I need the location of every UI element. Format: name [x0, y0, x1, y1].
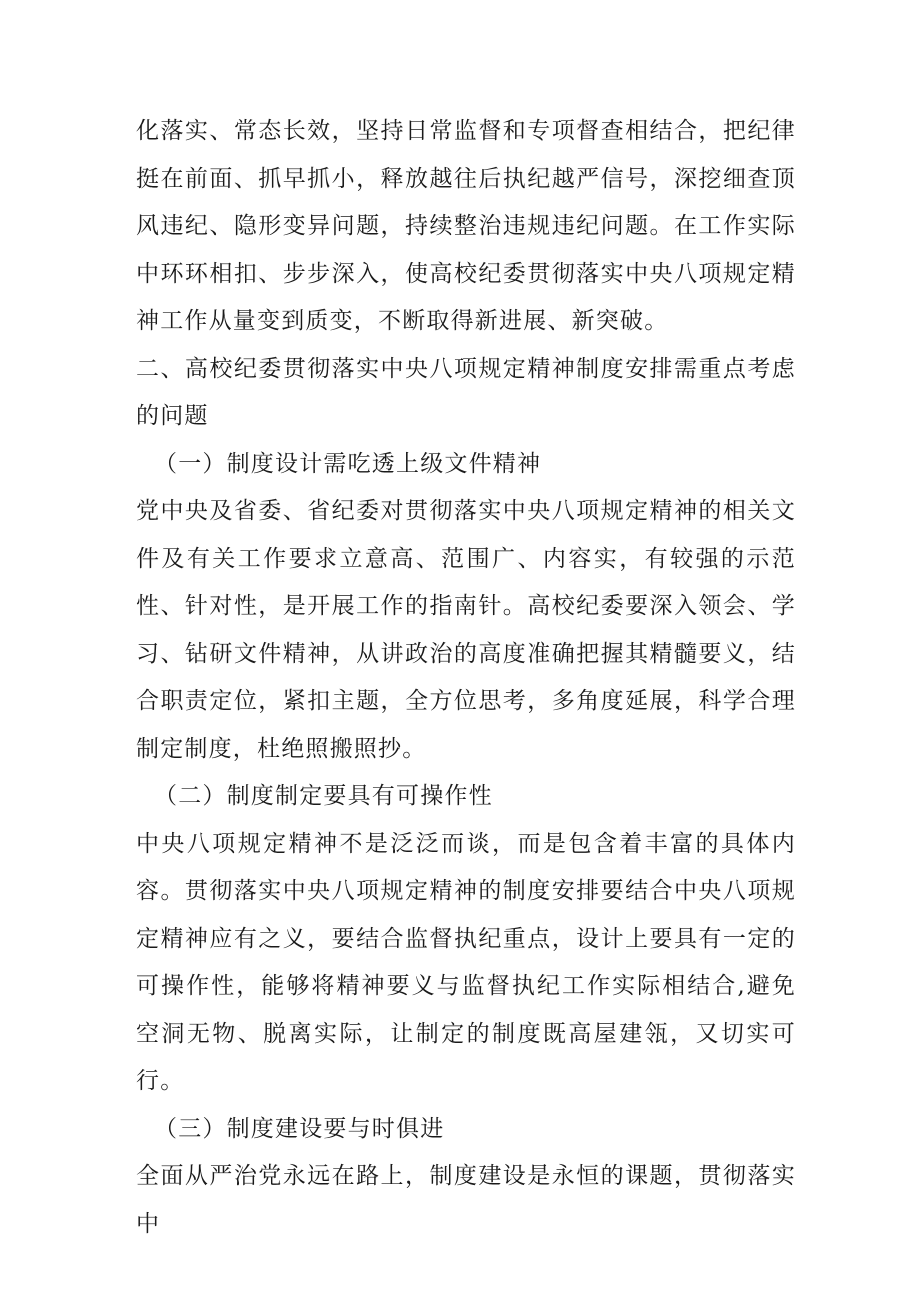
- document-body: [136, 108, 796, 1248]
- paragraph-body: 中央八项规定精神不是泛泛而谈，而是包含着丰富的具体内容。贯彻落实中央八项规定精神的制度安排要结合中央八项规定精神应有之义，要结合监督执纪重点，设计上要具有一定的可操作性，能够将精神要义与监督执纪工作实际相结合,避免空洞无物、脱离实际，让制定的制度既高屋建瓴，又切实可行。: [136, 830, 796, 1094]
- subsection-heading: （三）制度建设要与时俱进: [154, 1115, 445, 1142]
- subsection-heading: （一）制度设计需吃透上级文件精神: [154, 450, 542, 477]
- subsection-heading: （二）制度制定要具有可操作性: [154, 783, 493, 809]
- paragraph-body: 党中央及省委、省纪委对贯彻落实中央八项规定精神的相关文件及有关工作要求立意高、范围广、内容实，有较强的示范性、针对性，是开展工作的指南针。高校纪委要深入领会、学习、钻研文件精神，从讲政治的高度准确把握其精髓要义，结合职责定位，紧扣主题，全方位思考，多角度延展，科学合理制定制度，杜绝照搬照抄。: [136, 498, 796, 762]
- paragraph-body: 全面从严治党永远在路上，制度建设是永恒的课题，贯彻落实中: [136, 1163, 796, 1237]
- paragraph-body: 化落实、常态长效，坚持日常监督和专项督查相结合，把纪律挺在前面、抓早抓小，释放越往后执纪越严信号，深挖细查顶风违纪、隐形变异问题，持续整治违规违纪问题。在工作实际中环环相扣、步步深入，使高校纪委贯彻落实中央八项规定精神工作从量变到质变，不断取得新进展、新突破。: [136, 118, 796, 334]
- section-heading: 二、高校纪委贯彻落实中央八项规定精神制度安排需重点考虑的问题: [136, 355, 796, 429]
